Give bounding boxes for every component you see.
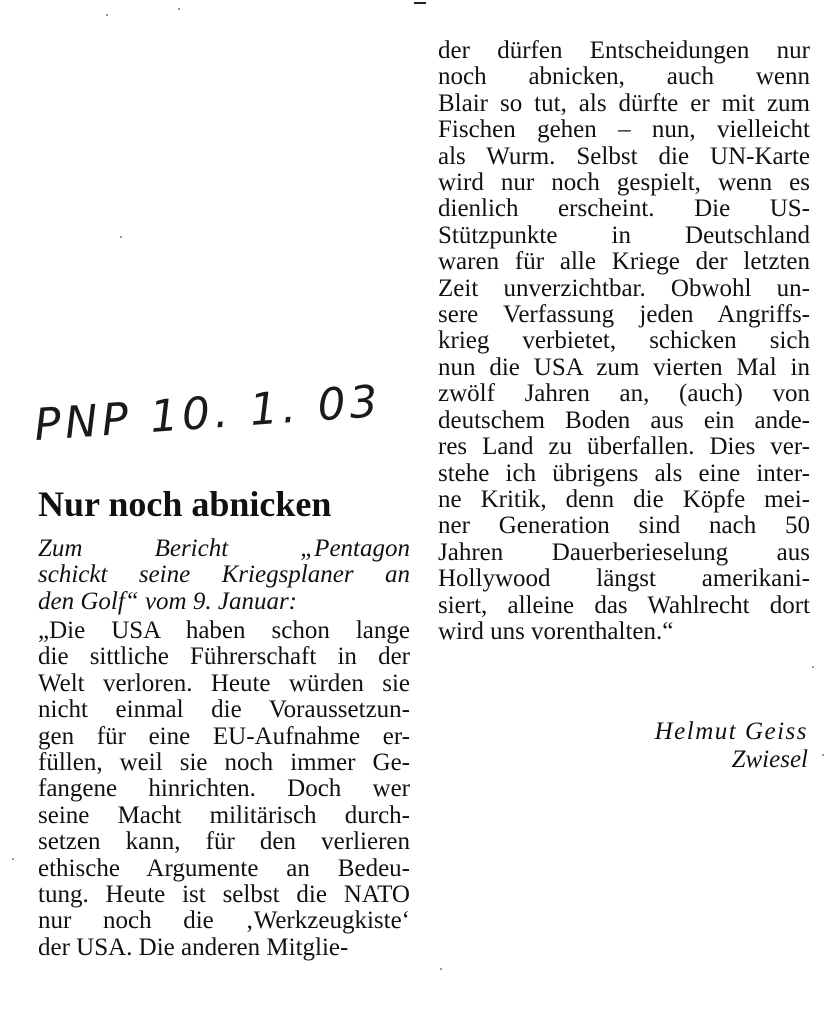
text-line: seine Macht militärisch durch-	[38, 801, 410, 829]
text-line: noch abnicken, auch wenn	[438, 63, 810, 91]
text-line: zwölf Jahren an, (auch) von	[438, 380, 810, 408]
scan-speck	[12, 858, 14, 860]
text-line: Zeit unverzichtbar. Obwohl un-	[438, 274, 810, 302]
text-line: Blair so tut, als dürfte er mit zum	[438, 89, 810, 117]
text-line: fangene hinrichten. Doch wer	[38, 775, 410, 803]
letter-signature	[655, 718, 808, 774]
text-line: stehe ich übrigens als eine inter-	[438, 459, 810, 487]
text-line: dienlich erscheint. Die US-	[438, 195, 810, 223]
author-place: Zwiesel	[731, 746, 808, 773]
text-line: wird nur noch gespielt, wenn es	[438, 169, 810, 197]
scan-speck	[178, 8, 180, 10]
text-line: Stützpunkte in Deutschland	[438, 221, 810, 249]
scan-speck	[812, 666, 814, 668]
text-line: deutschem Boden aus ein ande-	[438, 406, 810, 434]
handwritten-date-stamp: PNP 10. 1. 03	[32, 375, 384, 452]
text-line: waren für alle Kriege der letzten	[438, 248, 810, 276]
text-line: der dürfen Entscheidungen nur	[438, 37, 810, 64]
text-line: die sittliche Führerschaft in der	[38, 643, 410, 671]
article-headline: Nur noch abnicken	[38, 484, 332, 524]
scan-speck	[106, 14, 108, 16]
text-line: tung. Heute ist selbst die NATO	[38, 881, 410, 909]
text-line: sere Verfassung jeden Angriffs-	[438, 301, 810, 329]
text-line: siert, alleine das Wahlrecht dort	[438, 591, 810, 619]
text-line: setzen kann, für den verlieren	[38, 828, 410, 856]
text-line: nicht einmal die Voraussetzun-	[38, 696, 410, 724]
text-line: Hollywood längst amerikani-	[438, 565, 810, 593]
text-line: ne Kritik, denn die Köpfe mei-	[438, 485, 810, 513]
text-line: der USA. Die anderen Mitglie-	[38, 933, 349, 961]
subhead-line: Zum Bericht „Pentagon	[38, 535, 410, 562]
text-line: nur noch die ‚Werkzeugkiste‘	[38, 907, 410, 935]
subhead-line: schickt seine Kriegsplaner an	[38, 561, 410, 589]
text-line: ner Generation sind nach 50	[438, 512, 810, 540]
scan-speck	[440, 968, 442, 970]
scan-speck	[822, 754, 824, 756]
scan-speck	[120, 236, 122, 238]
text-line: ethische Argumente an Bedeu-	[38, 854, 410, 882]
text-line: wird uns vorenthalten.“	[438, 617, 674, 645]
text-line: krieg verbietet, schicken sich	[438, 327, 810, 355]
author-name: Helmut Geiss	[654, 718, 808, 745]
text-line: Fischen gehen – nun, vielleicht	[438, 116, 810, 144]
article-subhead	[38, 536, 410, 615]
article-column-left	[38, 618, 410, 961]
text-line: als Wurm. Selbst die UN-Karte	[438, 142, 810, 170]
top-dash-mark	[414, 2, 426, 4]
subhead-line: den Golf“ vom 9. Januar:	[38, 587, 297, 615]
text-line: res Land zu überfallen. Dies ver-	[438, 433, 810, 461]
text-line: nun die USA zum vierten Mal in	[438, 353, 810, 381]
text-line: Welt verloren. Heute würden sie	[38, 669, 410, 697]
text-line: füllen, weil sie noch immer Ge-	[38, 749, 410, 777]
text-line: gen für eine EU-Aufnahme er-	[38, 722, 410, 750]
text-line: „Die USA haben schon lange	[38, 617, 410, 644]
article-column-right	[438, 38, 810, 645]
text-line: Jahren Dauerberieselung aus	[438, 538, 810, 566]
